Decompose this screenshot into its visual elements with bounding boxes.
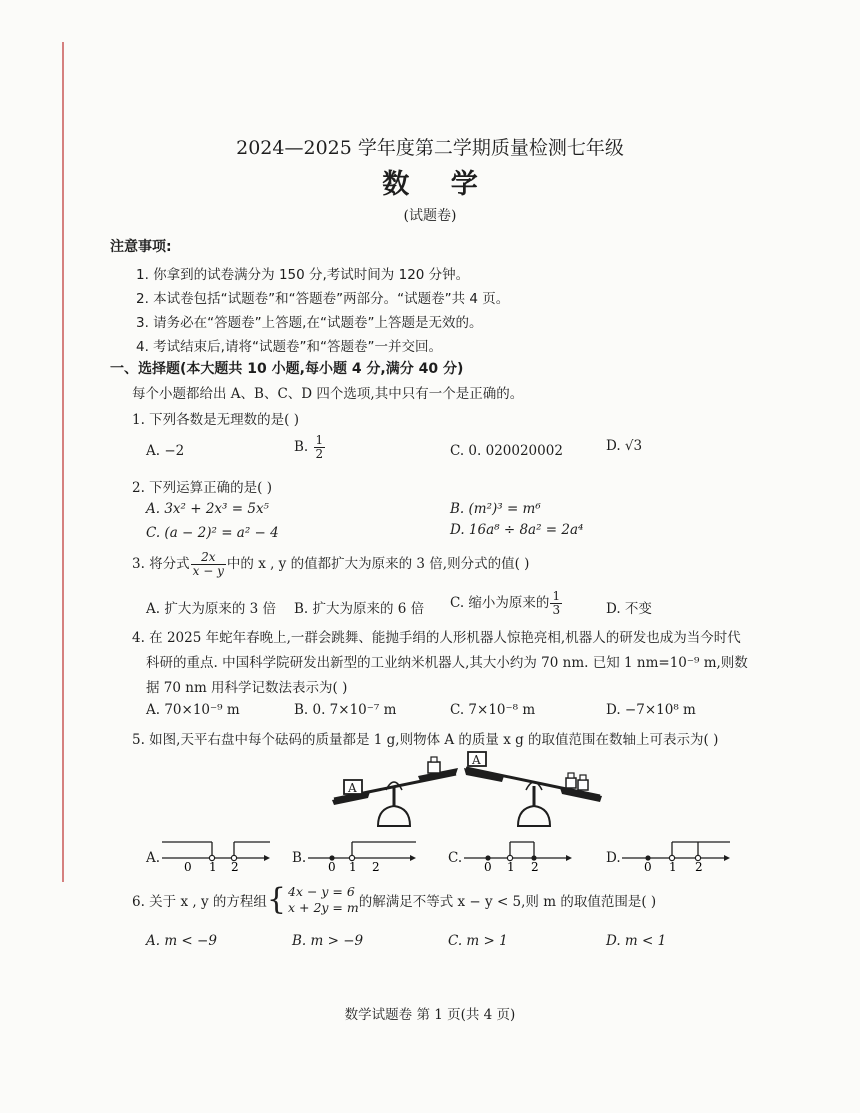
q3-stem-before: 3. 将分式 (132, 556, 190, 572)
section-intro: 每个小题都给出 A、B、C、D 四个选项,其中只有一个是正确的。 (132, 386, 524, 402)
q1-stem: 1. 下列各数是无理数的是( ) (132, 412, 299, 428)
q3-option-c-prefix: C. 缩小为原来的 (450, 595, 550, 611)
q6-option-d: D. m < 1 (606, 933, 667, 949)
object-a-label: A (472, 753, 481, 767)
notes-title: 注意事项: (110, 239, 172, 255)
q2-option-d: D. 16a⁸ ÷ 8a² = 2a⁴ (450, 522, 584, 538)
q5-number-line-d (620, 836, 732, 872)
section-heading: 一、选择题(本大题共 10 小题,每小题 4 分,满分 40 分) (110, 361, 464, 377)
q3-stem-after: 中的 x , y 的值都扩大为原来的 3 倍,则分式的值( ) (226, 556, 530, 572)
q4-line2: 科研的重点. 中国科学院研发出新型的工业纳米机器人,其大小约为 70 nm. 已知 1 nm=10⁻⁹ m,则数 (146, 655, 748, 671)
fraction-denominator: 3 (552, 603, 561, 617)
q6-equation-system (267, 884, 359, 916)
note-item: 3. 请务必在“答题卷”上答题,在“试题卷”上答题是无效的。 (136, 315, 483, 331)
tick-label-2: 2 (231, 860, 239, 874)
note-item: 4. 考试结束后,请将“试题卷”和“答题卷”一并交回。 (136, 339, 442, 355)
q1-option-d: D. √3 (606, 438, 643, 454)
q5-option-a: A. (146, 850, 161, 866)
tick-label-2: 2 (695, 860, 703, 874)
q1-option-b (294, 434, 326, 461)
q6-stem-before: 6. 关于 x , y 的方程组 (132, 894, 267, 910)
fraction-denominator: x − y (192, 564, 224, 578)
q5-stem: 5. 如图,天平右盘中每个砝码的质量都是 1 g,则物体 A 的质量 x g 的取值范围在数轴上可表示为( ) (132, 732, 719, 748)
page-footer: 数学试题卷 第 1 页(共 4 页) (344, 1007, 516, 1023)
tick-label-0: 0 (328, 860, 336, 874)
q5-number-line-c (462, 836, 574, 872)
tick-label-2: 2 (531, 860, 539, 874)
tick-label-0: 0 (184, 860, 192, 874)
q2-option-a: A. 3x² + 2x³ = 5x⁵ (146, 501, 269, 517)
equation-2: x + 2y = m (287, 900, 359, 915)
q4-option-d: D. −7×10⁸ m (606, 702, 696, 718)
tick-label-0: 0 (484, 860, 492, 874)
left-brace: { (266, 882, 286, 917)
tick-label-2: 2 (372, 860, 380, 874)
q3-option-c-fraction (550, 590, 562, 617)
q1-option-c: C. 0. 020020002 (450, 443, 563, 459)
paper-kind: (试题卷) (403, 208, 457, 224)
q3-stem (132, 551, 529, 578)
q5-number-line-a (160, 836, 272, 872)
q6-option-b: B. m > −9 (292, 933, 364, 949)
subject-title: 数 学 (382, 169, 494, 200)
q5-number-line-b (306, 836, 418, 872)
q6-option-a: A. m < −9 (146, 933, 217, 949)
fraction-denominator: 2 (315, 447, 324, 461)
q4-line1: 4. 在 2025 年蛇年春晚上,一群会跳舞、能抛手绢的人形机器人惊艳亮相,机器人的研发也成为当今时代 (132, 630, 741, 646)
q3-fraction (191, 551, 226, 578)
note-item: 2. 本试卷包括“试题卷”和“答题卷”两部分。“试题卷”共 4 页。 (136, 291, 510, 307)
fraction-numerator: 1 (552, 589, 561, 603)
q5-option-b: B. (292, 850, 307, 866)
q1-option-a: A. −2 (146, 443, 185, 459)
tick-label-1: 1 (669, 860, 677, 874)
tick-label-1: 1 (507, 860, 515, 874)
q3-option-d: D. 不变 (606, 601, 652, 617)
q5-option-c: C. (448, 850, 463, 866)
q3-option-b: B. 扩大为原来的 6 倍 (294, 601, 425, 617)
q1-option-b-fraction (314, 434, 326, 461)
tick-label-1: 1 (209, 860, 217, 874)
fraction-numerator: 2x (191, 551, 226, 565)
q4-option-b: B. 0. 7×10⁻⁷ m (294, 702, 397, 718)
q2-option-b: B. (m²)³ = m⁶ (450, 501, 541, 517)
q6-option-c: C. m > 1 (448, 933, 508, 949)
exam-title: 2024—2025 学年度第二学期质量检测七年级 (236, 137, 624, 159)
q1-option-b-prefix: B. (294, 439, 313, 455)
q6-stem (132, 884, 656, 916)
q4-option-c: C. 7×10⁻⁸ m (450, 702, 536, 718)
note-item: 1. 你拿到的试卷满分为 150 分,考试时间为 120 分钟。 (136, 267, 470, 283)
tick-label-0: 0 (644, 860, 652, 874)
q4-line3: 据 70 nm 用科学记数法表示为( ) (146, 680, 348, 696)
q6-stem-after: 的解满足不等式 x − y < 5,则 m 的取值范围是( ) (358, 894, 657, 910)
q3-option-a: A. 扩大为原来的 3 倍 (146, 601, 277, 617)
tick-label-1: 1 (349, 860, 357, 874)
equation-1: 4x − y = 6 (287, 884, 355, 899)
equation-lines (288, 884, 359, 916)
object-a-label: A (348, 781, 357, 795)
q3-option-c (450, 590, 563, 617)
q2-option-c: C. (a − 2)² = a² − 4 (146, 525, 279, 541)
balance-scale-right-heavy (460, 748, 620, 828)
q4-option-a: A. 70×10⁻⁹ m (146, 702, 240, 718)
q5-option-d: D. (606, 850, 621, 866)
fraction-numerator: 1 (315, 433, 324, 447)
q2-stem: 2. 下列运算正确的是( ) (132, 480, 272, 496)
